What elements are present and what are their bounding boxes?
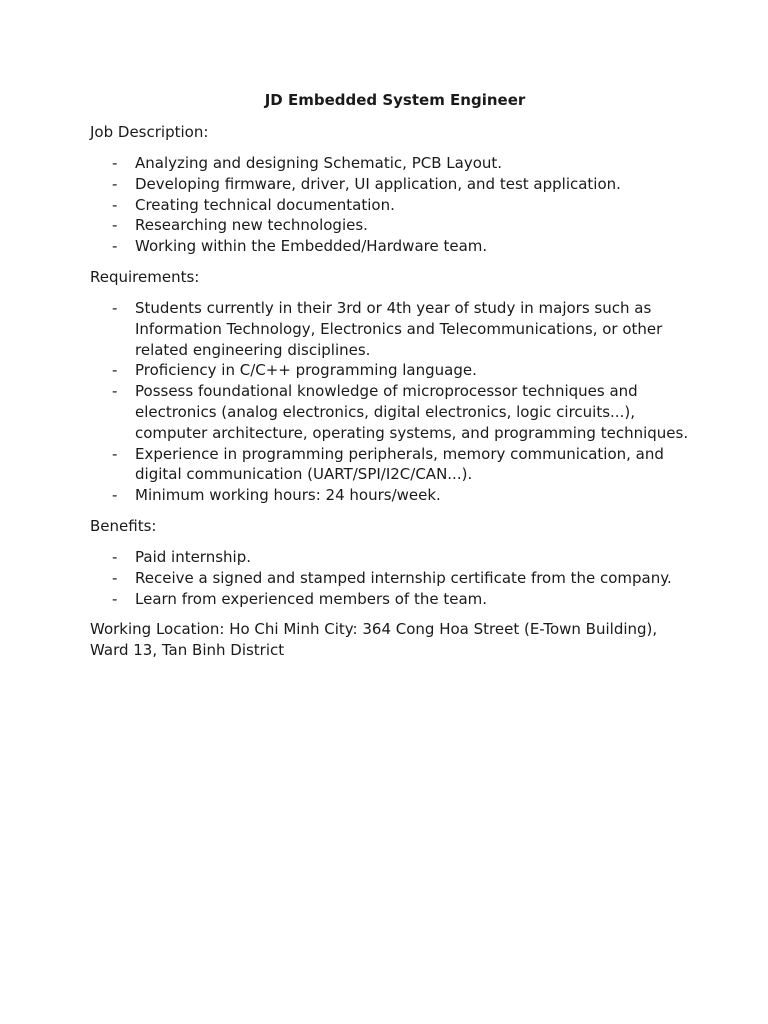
job-description-item-text: Creating technical documentation.: [135, 195, 395, 214]
bullet-dash: -: [112, 382, 118, 401]
bullet-dash: -: [112, 154, 118, 172]
benefits-item: [90, 568, 690, 589]
job-description-item: [90, 174, 690, 195]
requirements-heading: Requirements:: [90, 267, 200, 286]
job-description-item: [90, 236, 690, 257]
benefits-heading: Benefits:: [90, 516, 157, 535]
bullet-dash: -: [112, 568, 118, 587]
job-description-list: [90, 153, 690, 257]
requirements-item-text: Possess foundational knowledge of microprocessor techniques and electronics (analog electronics, digital electronics, logic circuits...), computer architecture, operating systems, and programming techniques.: [135, 382, 689, 442]
requirements-item-text: Students currently in their 3rd or 4th year of study in majors such as Information Technology, Electronics and Telecommunications, or other related engineering disciplines.: [135, 298, 663, 359]
bullet-dash: -: [112, 486, 118, 505]
job-description-item: [90, 215, 690, 236]
page-title: JD Embedded System Engineer: [264, 91, 526, 109]
job-description-item-text: Researching new technologies.: [135, 216, 368, 235]
document-page: [90, 90, 690, 661]
bullet-dash: -: [112, 174, 118, 193]
bullet-dash: -: [112, 195, 118, 214]
bullet-dash: -: [112, 298, 118, 317]
requirements-item: [90, 360, 690, 381]
benefits-item: [90, 547, 690, 568]
bullet-dash: -: [112, 547, 118, 566]
bullet-dash: -: [112, 589, 118, 608]
job-description-item-text: Developing firmware, driver, UI application, and test application.: [135, 174, 621, 193]
requirements-item: [90, 485, 690, 506]
benefits-item: [90, 589, 690, 610]
bullet-dash: -: [112, 444, 118, 463]
bullet-dash: -: [112, 237, 118, 256]
job-description-item: [90, 195, 690, 216]
requirements-item-text: Experience in programming peripherals, memory communication, and digital communication (UART/SPI/I2C/CAN...).: [135, 444, 664, 484]
requirements-item-text: Minimum working hours: 24 hours/week.: [135, 486, 441, 505]
benefits-item-text: Paid internship.: [135, 547, 251, 566]
bullet-dash: -: [112, 216, 118, 235]
benefits-item-text: Receive a signed and stamped internship certificate from the company.: [135, 568, 672, 587]
requirements-list: [90, 298, 690, 506]
requirements-item: [90, 381, 690, 443]
requirements-item: [90, 298, 690, 360]
benefits-item-text: Learn from experienced members of the team.: [135, 589, 488, 608]
benefits-list: [90, 547, 690, 609]
working-location: Working Location: Ho Chi Minh City: 364 Cong Hoa Street (E-Town Building), Ward 13, Tan Binh District: [90, 620, 658, 660]
job-description-item-text: Working within the Embedded/Hardware team.: [135, 237, 488, 256]
job-description-item-text: Analyzing and designing Schematic, PCB Layout.: [135, 154, 503, 172]
bullet-dash: -: [112, 361, 118, 380]
requirements-item-text: Proficiency in C/C++ programming language.: [135, 361, 477, 380]
requirements-item: [90, 444, 690, 486]
job-description-heading: Job Description:: [90, 123, 209, 141]
job-description-item: [90, 153, 690, 174]
